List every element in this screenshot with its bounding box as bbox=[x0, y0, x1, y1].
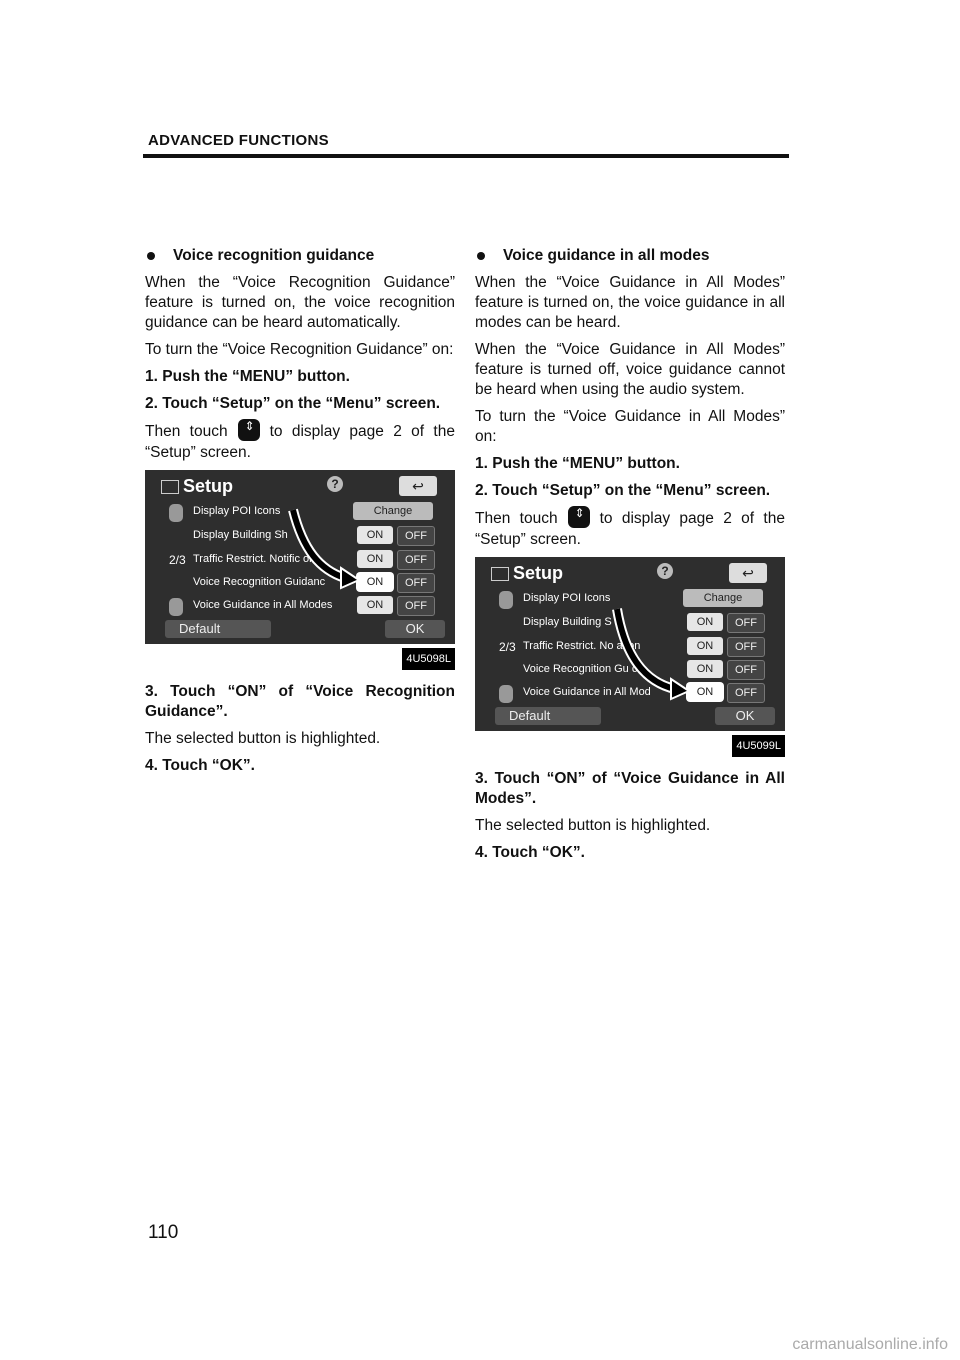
paragraph: When the “Voice Recognition Guidance” feature is turned on, the voice recognition guidance can be heard automatically. bbox=[145, 274, 455, 331]
setup-screen-figure bbox=[145, 470, 455, 644]
setting-row: Voice Recognition Gu ce bbox=[523, 663, 644, 675]
right-column bbox=[475, 246, 785, 870]
page-number: 110 bbox=[148, 1222, 179, 1243]
paragraph: When the “Voice Guidance in All Modes” feature is turned off, voice guidance cannot be heard when using the audio system. bbox=[475, 341, 785, 398]
ok-button: OK bbox=[385, 620, 445, 638]
setting-row: Traffic Restrict. No ation bbox=[523, 640, 641, 652]
instruction bbox=[475, 508, 785, 550]
heading-text: Voice recognition guidance bbox=[173, 247, 375, 264]
instruction-text-a: Then touch bbox=[145, 423, 228, 441]
paragraph: To turn the “Voice Guidance in All Modes” on: bbox=[475, 408, 785, 445]
default-button: Default bbox=[495, 707, 601, 725]
section-heading-left bbox=[145, 246, 455, 266]
instruction bbox=[145, 421, 455, 463]
setting-row: Voice Guidance in All Modes bbox=[193, 599, 333, 611]
bullet-icon bbox=[147, 252, 155, 260]
on-button: ON bbox=[357, 550, 393, 568]
page-scroll-icon: ⇕ bbox=[238, 419, 260, 441]
on-button-highlighted: ON bbox=[687, 683, 723, 701]
step-2: 2. Touch “Setup” on the “Menu” screen. bbox=[475, 482, 771, 499]
left-column bbox=[145, 246, 455, 783]
section-header: ADVANCED FUNCTIONS bbox=[148, 132, 329, 149]
paragraph: When the “Voice Guidance in All Modes” feature is turned on, the voice guidance in all modes can be heard. bbox=[475, 274, 785, 331]
page-indicator: 2/3 bbox=[499, 640, 516, 654]
step-1: 1. Push the “MENU” button. bbox=[475, 455, 680, 472]
on-button: ON bbox=[687, 660, 723, 678]
figure-code: 4U5099L bbox=[475, 735, 785, 757]
screen-title: Setup bbox=[491, 563, 563, 583]
screen-title: Setup bbox=[161, 476, 233, 496]
pointer-arrow-icon bbox=[475, 557, 785, 731]
back-icon: ↩ bbox=[729, 563, 767, 583]
step-3: 3. Touch “ON” of “Voice Recognition Guidance”. bbox=[145, 683, 455, 720]
watermark: carmanualsonline.info bbox=[792, 1336, 948, 1353]
on-button-highlighted: ON bbox=[357, 573, 393, 591]
step-4: 4. Touch “OK”. bbox=[145, 757, 255, 774]
setup-screen-figure bbox=[475, 557, 785, 731]
bullet-icon bbox=[477, 252, 485, 260]
setting-row: Traffic Restrict. Notific on bbox=[193, 553, 316, 565]
page-scroll-icon: ⇕ bbox=[568, 506, 590, 528]
on-button: ON bbox=[687, 637, 723, 655]
off-button: OFF bbox=[727, 660, 765, 680]
header-rule bbox=[143, 154, 789, 158]
page-indicator: 2/3 bbox=[169, 553, 186, 567]
setting-row: Display POI Icons bbox=[193, 505, 281, 517]
instruction-text-b: to display page 2 of the “Setup” screen. bbox=[145, 423, 455, 461]
off-button: OFF bbox=[397, 550, 435, 570]
on-button: ON bbox=[357, 526, 393, 544]
pointer-arrow-icon bbox=[145, 470, 455, 644]
instruction-text-b: to display page 2 of the “Setup” screen. bbox=[475, 510, 785, 548]
note: The selected button is highlighted. bbox=[145, 730, 381, 747]
setting-row: Display Building S s bbox=[523, 616, 621, 628]
paragraph: To turn the “Voice Recognition Guidance” on: bbox=[145, 341, 454, 358]
off-button: OFF bbox=[727, 613, 765, 633]
note: The selected button is highlighted. bbox=[475, 817, 711, 834]
step-3: 3. Touch “ON” of “Voice Guidance in All Modes”. bbox=[475, 770, 785, 807]
help-icon: ? bbox=[657, 563, 673, 579]
help-icon: ? bbox=[327, 476, 343, 492]
step-4: 4. Touch “OK”. bbox=[475, 844, 585, 861]
setting-row: Display Building Sh bbox=[193, 529, 288, 541]
off-button: OFF bbox=[727, 683, 765, 703]
off-button: OFF bbox=[397, 573, 435, 593]
figure-code: 4U5098L bbox=[145, 648, 455, 670]
change-button: Change bbox=[353, 502, 433, 520]
setting-row: Voice Guidance in All Mod bbox=[523, 686, 651, 698]
on-button: ON bbox=[357, 596, 393, 614]
default-button: Default bbox=[165, 620, 271, 638]
heading-text: Voice guidance in all modes bbox=[503, 247, 710, 264]
on-button: ON bbox=[687, 613, 723, 631]
instruction-text-a: Then touch bbox=[475, 510, 558, 528]
setting-row: Voice Recognition Guidanc bbox=[193, 576, 326, 588]
off-button: OFF bbox=[727, 637, 765, 657]
back-icon: ↩ bbox=[399, 476, 437, 496]
off-button: OFF bbox=[397, 596, 435, 616]
section-heading-right bbox=[475, 246, 785, 266]
step-2: 2. Touch “Setup” on the “Menu” screen. bbox=[145, 395, 441, 412]
off-button: OFF bbox=[397, 526, 435, 546]
change-button: Change bbox=[683, 589, 763, 607]
ok-button: OK bbox=[715, 707, 775, 725]
setting-row: Display POI Icons bbox=[523, 592, 611, 604]
step-1: 1. Push the “MENU” button. bbox=[145, 368, 350, 385]
